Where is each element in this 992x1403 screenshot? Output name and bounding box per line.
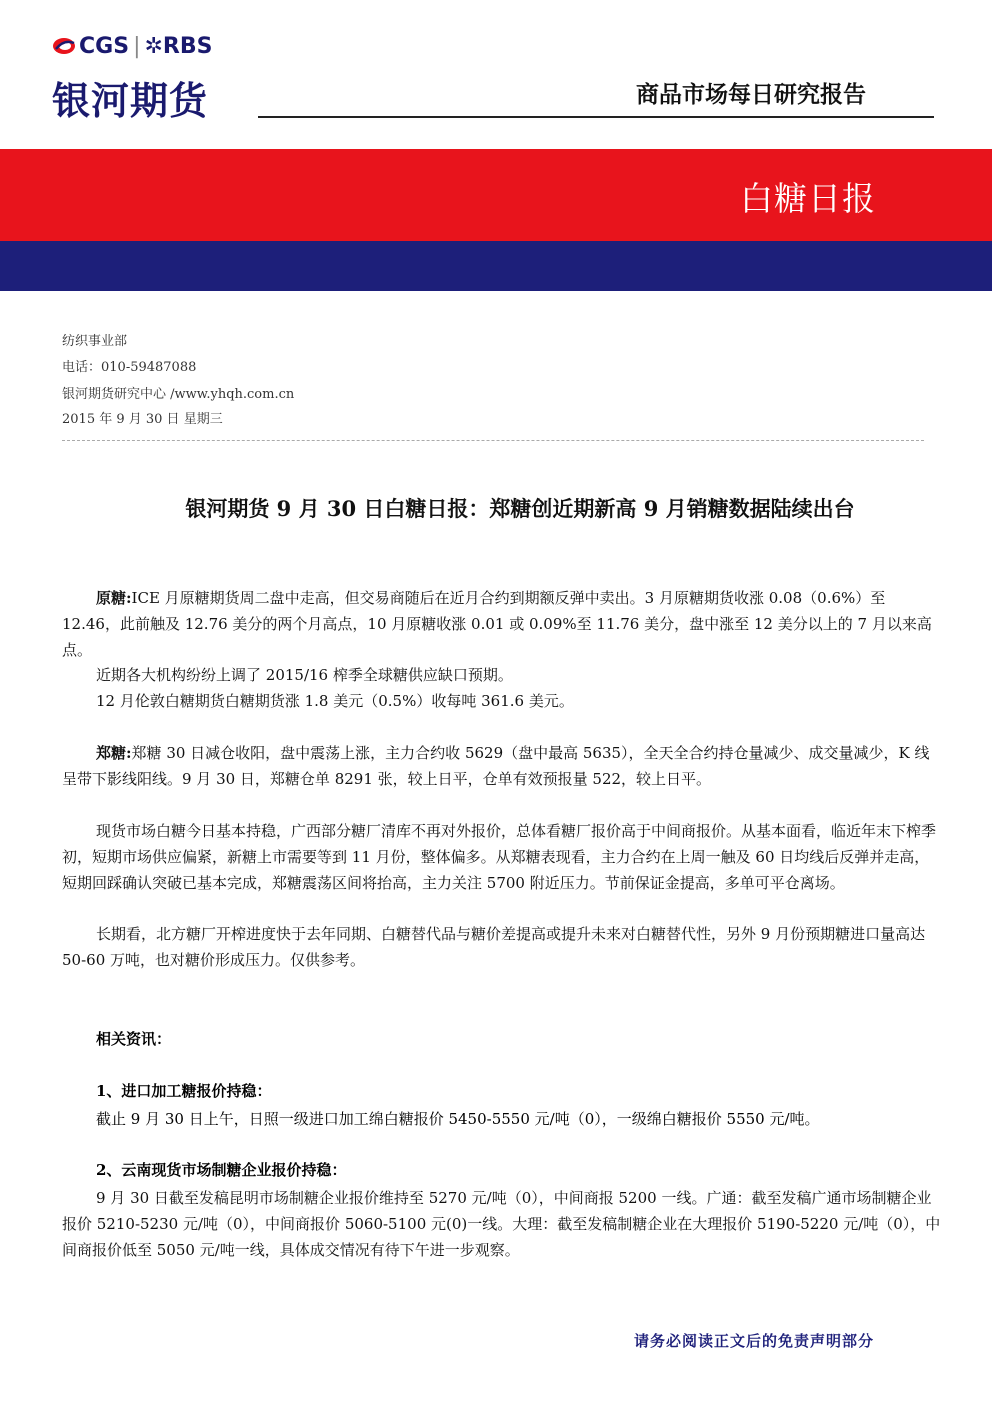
contact-dept: 纺织事业部: [62, 334, 128, 349]
news-item-2-body: 9 月 30 日截至发稿昆明市场制糖企业报价维持至 5270 元/吨（0），中间商报 5200 一线。广通：截至发稿广通市场制糖企业报价 5210-5230 元/吨（0），中间商报价 5060-5100 元(0)一线。大理：截至发稿制糖企业在大理报价 5190-5220 元/吨（0），中间商报价低至 5050 元/吨一线，具体成交情况有待下午进一步观察。: [62, 1189, 941, 1259]
header-divider: [258, 116, 934, 118]
contact-phone: 电话：010-59487088: [62, 360, 197, 375]
raw-sugar-label: 原糖:: [96, 589, 132, 607]
report-date: 2015 年 9 月 30 日 星期三: [62, 412, 223, 427]
contact-website[interactable]: 银河期货研究中心 /www.yhqh.com.cn: [62, 387, 295, 402]
raw-sugar-text: ICE 月原糖期货周二盘中走高，但交易商随后在近月合约到期额反弹中卖出。3 月原糖期货收涨 0.08（0.6%）至 12.46，此前触及 12.76 美分的两个月高点，10 月原糖收涨 0.01 或 0.09%至 11.76 美分，盘中涨至 12 美分以上的 7 月以来高点。: [62, 589, 932, 659]
disclaimer-note: 请务必阅读正文后的免责声明部分: [634, 1332, 875, 1350]
brand-rbs: RBS: [162, 34, 213, 59]
paragraph-london-sugar: 12 月伦敦白糖期货白糖期货涨 1.8 美元（0.5%）收每吨 361.6 美元。: [96, 692, 574, 710]
headline: 银河期货 9 月 30 日白糖日报：郑糖创近期新高 9 月销糖数据陆续出台: [185, 496, 855, 521]
news-item-1-body: 截止 9 月 30 日上午，日照一级进口加工绵白糖报价 5450-5550 元/吨（0），一级绵白糖报价 5550 元/吨。: [96, 1110, 820, 1128]
paragraph-long-term: 长期看，北方糖厂开榨进度快于去年同期、白糖替代品与糖价差提高或提升未来对白糖替代性，另外 9 月份预期糖进口量高达 50-60 万吨，也对糖价形成压力。仅供参考。: [62, 925, 926, 969]
paragraph-supply-gap: 近期各大机构纷纷上调了 2015/16 榨季全球糖供应缺口预期。: [96, 666, 513, 684]
brand-logo: [52, 34, 212, 59]
zhengzhou-label: 郑糖:: [96, 744, 132, 762]
news-item-1-title: 1、进口加工糖报价持稳：: [96, 1082, 272, 1100]
brand-cgs: CGS: [79, 34, 130, 59]
brand-separator: |: [133, 34, 141, 59]
news-section-title: 相关资讯：: [96, 1030, 172, 1048]
zhengzhou-text: 郑糖 30 日减仓收阳，盘中震荡上涨，主力合约收 5629（盘中最高 5635），全天全合约持仓量减少、成交量减少，K 线呈带下影线阳线。9 月 30 日，郑糖仓单 8291 张，较上日平，仓单有效预报量 522，较上日平。: [62, 744, 930, 788]
title-band-blue: [0, 241, 992, 291]
rbs-icon: ✲: [144, 34, 163, 59]
report-title: 白糖日报: [740, 179, 876, 218]
company-name: 银河期货: [52, 79, 209, 123]
report-type: 商品市场每日研究报告: [636, 82, 866, 108]
news-item-2-title: 2、云南现货市场制糖企业报价持稳：: [96, 1161, 347, 1179]
paragraph-spot-market: 现货市场白糖今日基本持稳，广西部分糖厂清库不再对外报价，总体看糖厂报价高于中间商报价。从基本面看，临近年末下榨季初，短期市场供应偏紧，新糖上市需要等到 11 月份，整体偏多。从郑糖表现看，主力合约在上周一触及 60 日均线后反弹并走高，短期回踩确认突破已基本完成，郑糖震荡区间将抬高，主力关注 5700 附近压力。节前保证金提高，多单可平仓离场。: [62, 822, 937, 892]
cgs-swirl-icon: [52, 35, 76, 57]
paragraph-zhengzhou-sugar: [62, 740, 942, 792]
dashed-divider: [62, 440, 924, 441]
paragraph-raw-sugar: [62, 585, 942, 663]
